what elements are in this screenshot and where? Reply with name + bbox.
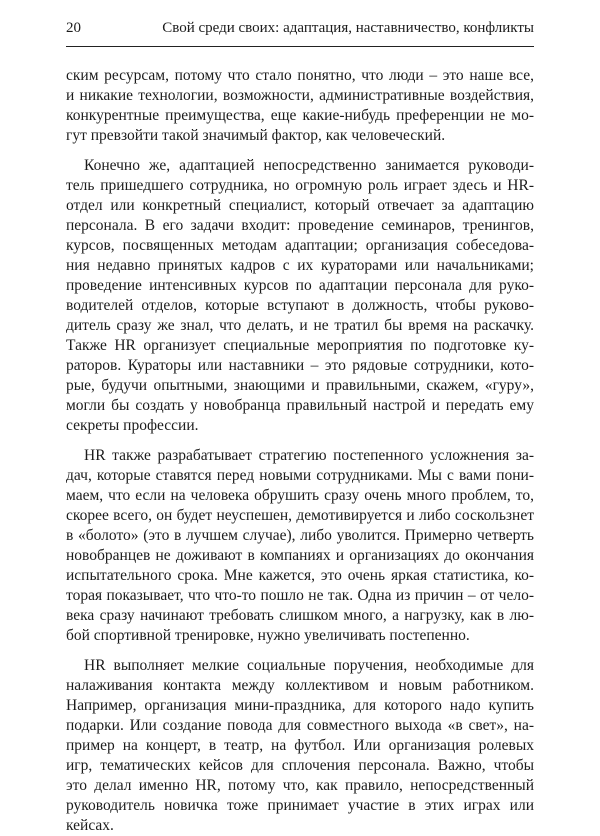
text-line: раторов. Кураторы или наставники – это рядовые сотрудники, кото- (66, 357, 534, 374)
paragraph-gap (66, 146, 534, 156)
text-line: игр, тематических кейсов для сплочения персонала. Важно, чтобы (66, 757, 534, 774)
text-line: кейсах. (66, 817, 114, 834)
body-text (66, 66, 534, 836)
text-line: ским ресурсам, потому что стало понятно, что люди – это наше все, (66, 67, 534, 84)
text-line: пример на концерт, в театр, на футбол. Или организация ролевых (66, 737, 534, 754)
text-line: персонала. В его задачи входит: проведение семинаров, тренингов, (66, 217, 534, 234)
text-line: века сразу начинают требовать слишком много, а нагрузку, как в лю- (66, 607, 534, 624)
text-line: курсов, посвященных методам адаптации; организация собеседова- (66, 237, 534, 254)
text-line: HR выполняет мелкие социальные поручения, необходимые для (84, 657, 534, 674)
page-header (66, 16, 534, 47)
text-line: Конечно же, адаптацией непосредственно занимается руководи- (84, 157, 534, 174)
text-line: HR также разрабатывает стратегию постепенного усложнения за- (84, 447, 534, 464)
paragraph (66, 156, 534, 436)
text-line: тель пришедшего сотрудника, но огромную роль играет здесь и HR- (66, 177, 534, 194)
text-line: ния недавно принятых кадров с их кураторами или начальниками; (66, 257, 534, 274)
running-title: Свой среди своих: адаптация, наставничество, конфликты (162, 20, 534, 36)
text-line: рые, будучи опытными, знающими и правильными, скажем, «гуру», (66, 377, 534, 394)
paragraph-gap (66, 646, 534, 656)
text-line: торая показывает, что что-то пошло не так. Одна из причин – от чело- (66, 587, 534, 604)
paragraph (66, 656, 534, 836)
text-line: в «болото» (это в лучшем случае), либо уволится. Примерно четверть (66, 527, 534, 544)
text-line: гут превзойти такой значимый фактор, как человеческий. (66, 127, 446, 144)
paragraph-gap (66, 436, 534, 446)
page-number: 20 (66, 20, 81, 36)
text-line: новобранцев не доживают в компаниях и организациях до окончания (66, 547, 534, 564)
text-line: могли бы создать у новобранца правильный настрой и передать ему (66, 397, 534, 414)
text-line: это делал именно HR, потому что, как правило, непосредственный (66, 777, 534, 794)
text-line: отдел или конкретный специалист, который отвечает за адаптацию (66, 197, 534, 214)
text-line: маем, что если на человека обрушить сразу очень много проблем, то, (66, 487, 534, 504)
text-line: испытательного срока. Мне кажется, это очень яркая статистика, ко- (66, 567, 534, 584)
paragraph (66, 66, 534, 146)
text-line: водителей отделов, которые вступают в должность, чтобы руково- (66, 297, 534, 314)
text-line: подарки. Или создание повода для совместного выхода «в свет», на- (66, 717, 534, 734)
text-line: Например, организация мини-праздника, для которого надо купить (66, 697, 534, 714)
text-line: дач, которые ставятся перед новыми сотрудниками. Мы с вами пони- (66, 467, 534, 484)
text-line: и никакие технологии, возможности, административные воздействия, (66, 87, 534, 104)
text-line: проведение интенсивных курсов по адаптации персонала для руко- (66, 277, 534, 294)
text-line: бой спортивной тренировке, нужно увеличивать постепенно. (66, 627, 470, 644)
paragraph (66, 446, 534, 646)
text-line: конкурентные преимущества, еще какие-нибудь преференции не мо- (66, 107, 534, 124)
text-line: Также HR организует специальные мероприятия по подготовке ку- (66, 337, 534, 354)
text-line: руководитель новичка тоже принимает участие в этих играх или (66, 797, 534, 814)
text-line: дитель сразу же знал, что делать, и не тратил бы время на раскачку. (66, 317, 534, 334)
text-line: скорее всего, он будет неуспешен, демотивируется и либо соскользнет (66, 507, 534, 524)
text-line: секреты профессии. (66, 417, 199, 434)
text-line: налаживания контакта между коллективом и новым работником. (66, 677, 534, 694)
